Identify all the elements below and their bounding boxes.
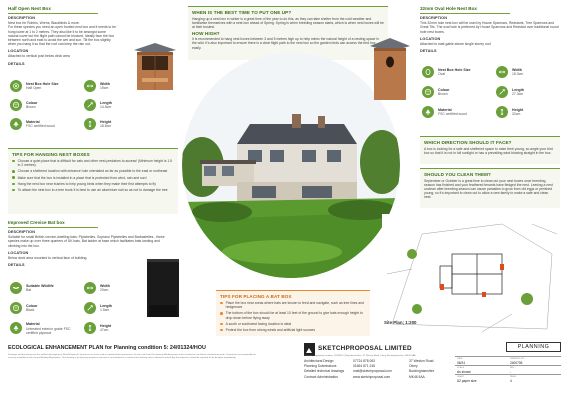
how-high-heading: HOW HIGH? [192,31,220,37]
footer-title-block [0,342,566,400]
tip-item: Make sure that the box is installed in a place that is protected from wind, rain and sun! [12,176,174,180]
spec-label: Suitable Wildlife [26,283,54,288]
tip-item: Choose a sheltered location with entrance hole orientated as far as possible to the east or northeast [12,169,174,173]
spec-value: 18.5cm [100,124,112,129]
length-icon [84,302,96,314]
tb-value: As shown [457,370,471,374]
spec-value: Oval [438,72,445,77]
tip-item: Hang the nest box near bushes to help young birds when they make their first attempts to fly [12,182,174,186]
spec-material [10,322,82,335]
spec-value: 14.5cm [100,105,112,110]
location-heading: LOCATION [8,49,29,54]
planning-stamp: PLANNING [506,342,561,352]
width-icon [496,66,508,78]
tree-icon [10,118,22,130]
address-line: MK46 5AA [409,374,425,379]
direction-text: A box is looking for a safe and sheltered space to raise their young, so angle your bird box so that it is not in full sunlight or has a prevailing wind blowing straight in the box. [424,146,553,155]
spec-material [10,118,55,130]
tb-key: REV [510,367,515,369]
spec-label: Colour [26,100,38,105]
tb-value: - [510,370,512,374]
location-text: Attached to vertical post below deck area [8,54,70,59]
description-text: Suitable for small British crevice-dwelling bats: Pipistrelles, Soprano Pipistrelles and Barbastelles - these species make up over three quarters of UK bats. Bat ladder at base which facilitates bats landing and climbing into the box. [8,235,165,248]
nest-box-tips-panel [8,148,178,214]
height-icon [84,118,96,130]
description-heading: DESCRIPTION [8,230,36,235]
half-open-nest-box-image [132,40,178,92]
site-plan-label: Site Plan; 1:200 [384,320,417,325]
tree-icon [10,322,22,334]
cleaning-panel [420,168,560,208]
section-title: Half Open Nest Box [8,6,51,11]
service-item: Detailed technical drawings [304,369,345,374]
spec-label: Height [100,119,112,124]
spec-colour [10,99,38,111]
bat-tip-item: Place the box near areas where bats are known to feed and navigate, such as tree lines and hedgerows [220,301,366,309]
tb-value: 06/24 [457,361,465,365]
details-heading: DETAILS [8,61,25,66]
width-icon [84,80,96,92]
spec-label: Material [26,322,40,326]
width-icon [84,282,96,294]
spec-width [84,282,110,294]
title-block-row [455,374,561,383]
details-heading: DETAILS [420,48,437,53]
fine-print: Drawings and documents are the intellectual property of SketchProposal Ltd and are not to be used or copied without permission. Do not scale from this drawing. All dimensions to be checked on site before commencing work. Contractors are responsible for ensuring compliance with current Building Regulations. This drawing is for planning purposes only and is not intended as a construction drawing unless otherwise stated. Any discrepancies should be reported to the designer immediately. [8,354,256,359]
spec-value: Half Open [26,86,42,91]
spec-value: Black [26,308,35,313]
direction-title: WHICH DIRECTION SHOULD IT FACE? [424,140,512,145]
spec-height [496,106,523,118]
service-item: Contract Administration [304,374,339,379]
length-icon [84,99,96,111]
height-icon [496,106,508,118]
service-item: Planning Submissions [304,364,337,369]
location-text: Attached to east gable above single storey roof [420,41,491,46]
tb-key: PAGE [510,376,516,378]
height-icon [84,322,96,334]
spec-label: Material [438,107,452,112]
services-list [304,359,344,380]
tb-key: SHEET [457,376,465,378]
spec-value: Untreated exterior grade FSC certified plywood [26,326,71,335]
title-block-row [455,365,561,374]
bat-box-tips-panel [216,290,370,336]
details-heading: DETAILS [8,262,25,267]
tip-item: Choose a quiet place that is difficult for cats and other nest predators to access! (Minimum height is 1.5 to 2 metres) [12,159,174,167]
palette-icon [10,99,22,111]
spec-label: Length [100,303,112,308]
registration-text: Company registration number: 11368113 | Registered office: 37 Weston Road, Olney, Buckinghamshire, MK46 5AA [304,355,416,357]
palette-icon [10,302,22,314]
address-block [409,359,434,380]
direction-panel [420,136,560,164]
spec-label: Nest Box Hole Size [438,67,471,72]
length-icon [496,86,508,98]
best-time-text: Hanging up a nest box in winter is a great time of the year to do this, as they can take shelter from the cold weather and familiarise themselves with a nest box ahead of Spring. Spring is when breeding season starts, which is when nest boxes will be at their busiest. [192,16,384,29]
spec-value: Brown [26,105,36,110]
logo-icon [304,343,315,354]
address-line: 37 Weston Road [409,359,434,363]
spec-value: 32cm [512,112,521,117]
oval-nest-box-image [366,36,414,102]
spec-width [496,66,523,78]
bat-box-image [144,257,182,319]
hole-icon [422,66,434,78]
spec-colour [10,302,38,314]
contacts-list [353,359,392,380]
best-time-title: WHEN IS THE BEST TIME TO PUT ONE UP? [192,10,292,15]
spec-label: Width [512,67,522,72]
spec-value: 18.3cm [512,72,524,77]
divider [8,13,98,14]
company-logo [304,342,430,354]
spec-value: 19cm [100,86,109,91]
location-heading: LOCATION [420,36,441,41]
bat-tip-item: A south or southwest facing location is ideal [220,322,366,326]
spec-height [84,322,111,334]
spec-value: FSC certified wood [438,112,467,117]
company-name: SKETCHPROPOSAL LIMITED [318,344,412,352]
spec-value: Brown [438,92,448,97]
hole-icon [10,80,22,92]
spec-value: Bat [26,288,32,293]
spec-value: FSC certified wood [26,124,55,129]
spec-label: Colour [438,87,450,92]
address-line: Buckinghamshire [409,369,435,374]
spec-label: Width [100,81,110,86]
description-heading: DESCRIPTION [420,16,448,21]
tb-key: DATE [457,358,463,360]
divider [420,13,510,14]
spec-length [496,86,524,98]
spec-material [422,106,467,118]
bat-tip-item: The bottom of the box should be at least 10 feet of the ground to give bats enough height to drop down before flying away [220,311,366,319]
phone-2[interactable]: 01664 871 245 [353,364,376,369]
section-title: Improved Crevice Bat box [8,220,65,225]
cleaning-title: SHOULD YOU CLEAN THEM? [424,172,491,177]
website-link[interactable]: www.sketchproposal.com [353,374,391,379]
description-text: Nest box for Robins, Wrens, Blackbirds & more. For these species you need an open fronted nest box and it needs to be hung lower at 1 to 2 metres. They also like it to be amongst some natural cover but the flight path cannot be blocked. Ideally face the box between north and east to avoid the wet and sun. Tilt the box slightly when you hang it so that the roof can keep the rain out. [8,21,117,47]
tb-value: A2 paper size [457,379,477,383]
spec-label: Width [100,283,110,288]
email-link[interactable]: mail@sketchproposal.com [353,369,392,374]
spec-value: 1.5cm [100,308,110,313]
title-block-row [455,356,561,365]
spec-length [84,99,112,111]
service-item: Architectural Design [304,359,334,363]
spec-hole-size [10,80,59,92]
tb-key: SCALE [457,367,465,369]
spec-value: 27.3cm [512,92,524,97]
tips-title: TIPS FOR HANGING NEST BOXES [12,152,90,157]
divider [8,227,98,228]
drawing-title: ECOLOGICAL ENHANCEMENT PLAN for Planning condition 5: 24/01324/HOU [8,345,206,351]
spec-label: Nest Box Hole Size [26,81,59,86]
location-text: Below deck area mounted to vertical face of building. [8,255,88,260]
title-block-grid [455,356,561,383]
spec-label: Length [100,100,112,105]
bat-icon [10,282,22,294]
section-title: 32mm Oval Hole Nest Box [420,6,477,11]
tb-value: 2400706 [510,361,523,365]
tip-item: To attach the nest box to a tree trunk it is best to use an aluminium nail so as not to damage the tree [12,188,174,192]
bat-tip-item: Protect the box from strong winds and artificial light sources [220,328,366,332]
address-line: Olney [409,364,418,369]
spec-width [84,80,110,92]
location-heading: LOCATION [8,250,29,255]
tb-value: 4 [510,379,512,383]
spec-length [84,302,112,314]
palette-icon [422,86,434,98]
spec-label: Height [512,107,524,112]
description-heading: DESCRIPTION [8,16,36,21]
how-high-text: It is recommended to hang nest boxes between 3 and 5 metres high up to help mimic the natural height of a nesting space in the wild. It's also important to ensure there is a clear flight path to the nest box so the garden birds can access the bird box easily. [192,37,379,50]
cleaning-text: September or October is a great time to clean out your nest boxes once breeding season has finished and your feathered tenants have fledged the nest. Leaving a nest unclean after breeding season can cause parasites to grow from old eggs or perished young, so it's important to clean out to allow a new family to make a safe and clean nest. [424,178,553,200]
description-text: This 32mm hole nest box will be used by House Sparrows, Redstarts, Tree Sparrows and Great Tits. The oval hole is preferred by House Sparrows and Redstart over traditional round hole nest boxes. [420,21,559,34]
tb-key: DRAWING NO. [510,358,525,360]
spec-value: 20cm [100,288,109,293]
oval-nest-box-section [420,6,560,53]
phone-1[interactable]: 07724 878 063 [353,359,376,363]
spec-height [84,118,111,130]
spec-label: Height [100,323,112,328]
spec-hole-size [422,66,471,78]
tree-icon [422,106,434,118]
spec-label: Length [512,87,524,92]
spec-value: 47cm [100,328,109,333]
spec-label: Material [26,119,40,124]
bat-tips-title: TIPS FOR PLACING A BAT BOX [220,294,292,299]
spec-colour [422,86,450,98]
spec-wildlife [10,282,54,294]
spec-label: Colour [26,303,38,308]
